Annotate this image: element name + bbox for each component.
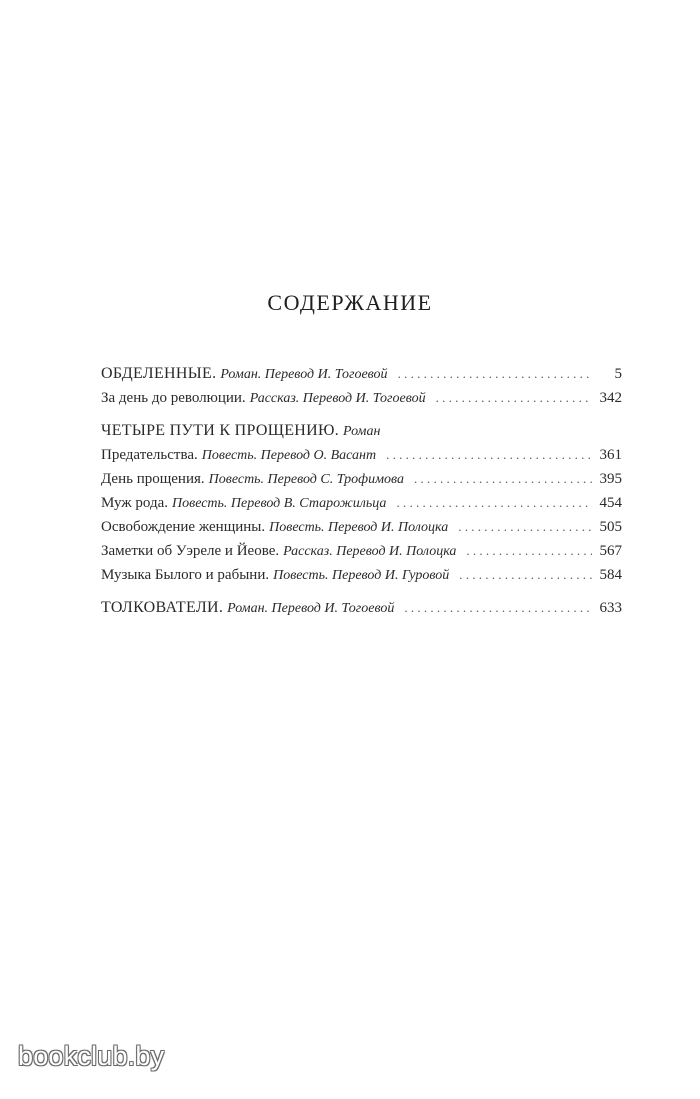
toc-entry-title: Освобождение женщины. (101, 519, 266, 535)
dot-leader (386, 443, 592, 467)
dot-leader (458, 515, 592, 539)
dot-leader (436, 386, 592, 410)
toc-entry-note: Рассказ. Перевод И. Полоцка (283, 544, 457, 559)
toc-entry[interactable] (101, 386, 622, 410)
dot-leader (404, 596, 592, 620)
toc-entry-page: 567 (599, 543, 622, 559)
toc-entry-page: 633 (599, 600, 622, 616)
toc-entry-page: 505 (599, 519, 622, 535)
section-gap (101, 410, 622, 419)
dot-leader (396, 491, 592, 515)
toc-entry-page: 395 (599, 471, 622, 487)
toc-entry[interactable] (101, 563, 622, 587)
toc-entry[interactable] (101, 596, 622, 620)
toc-entry-note: Повесть. Перевод О. Васант (201, 448, 377, 463)
toc-entry-title: Музыка Былого и рабыни. (101, 567, 270, 583)
toc-entry[interactable] (101, 491, 622, 515)
toc-entry-note: Повесть. Перевод И. Полоцка (269, 520, 449, 535)
section-gap (101, 587, 622, 596)
toc-entry-note: Повесть. Перевод И. Гуровой (273, 568, 450, 583)
toc-entry-title: Заметки об Уэреле и Йеове. (101, 543, 280, 559)
toc-entry-note: Рассказ. Перевод И. Тогоевой (249, 391, 426, 406)
toc-entry-title: ТОЛКОВАТЕЛИ. (101, 599, 224, 616)
page-title: СОДЕРЖАНИЕ (267, 290, 433, 315)
toc-entry-title: Предательства. (101, 447, 198, 463)
toc-entry[interactable] (101, 539, 622, 563)
dot-leader (414, 467, 592, 491)
dot-leader (398, 362, 592, 386)
toc-entry-title: За день до революции. (101, 390, 246, 406)
toc-entry-title: День прощения. (101, 471, 205, 487)
toc-entry-note: Роман. Перевод И. Тогоевой (220, 367, 388, 382)
toc-entry-note: Роман (343, 424, 381, 439)
toc-entry[interactable] (101, 515, 622, 539)
dot-leader (459, 563, 592, 587)
toc-entry-title: ОБДЕЛЕННЫЕ. (101, 365, 217, 382)
toc-entry-note: Повесть. Перевод В. Старожильца (172, 496, 387, 511)
toc-entry[interactable] (101, 443, 622, 467)
dot-leader (466, 539, 592, 563)
toc-entry-note: Повесть. Перевод С. Трофимова (208, 472, 405, 487)
toc-entry-page: 584 (599, 567, 622, 583)
toc-entry-title: ЧЕТЫРЕ ПУТИ К ПРОЩЕНИЮ. (101, 422, 340, 439)
toc-entry-page: 342 (599, 390, 622, 406)
toc-entry[interactable] (101, 467, 622, 491)
toc-entry-page: 454 (599, 495, 622, 511)
toc-entry[interactable] (101, 362, 622, 386)
toc-entry-title: Муж рода. (101, 495, 168, 511)
table-of-contents (101, 362, 622, 620)
site-watermark: bookclub.by (18, 1041, 165, 1071)
toc-entry-page: 5 (614, 366, 622, 382)
toc-entry-note: Роман. Перевод И. Тогоевой (227, 601, 395, 616)
toc-entry-page: 361 (599, 447, 622, 463)
toc-section-heading[interactable] (101, 419, 622, 443)
